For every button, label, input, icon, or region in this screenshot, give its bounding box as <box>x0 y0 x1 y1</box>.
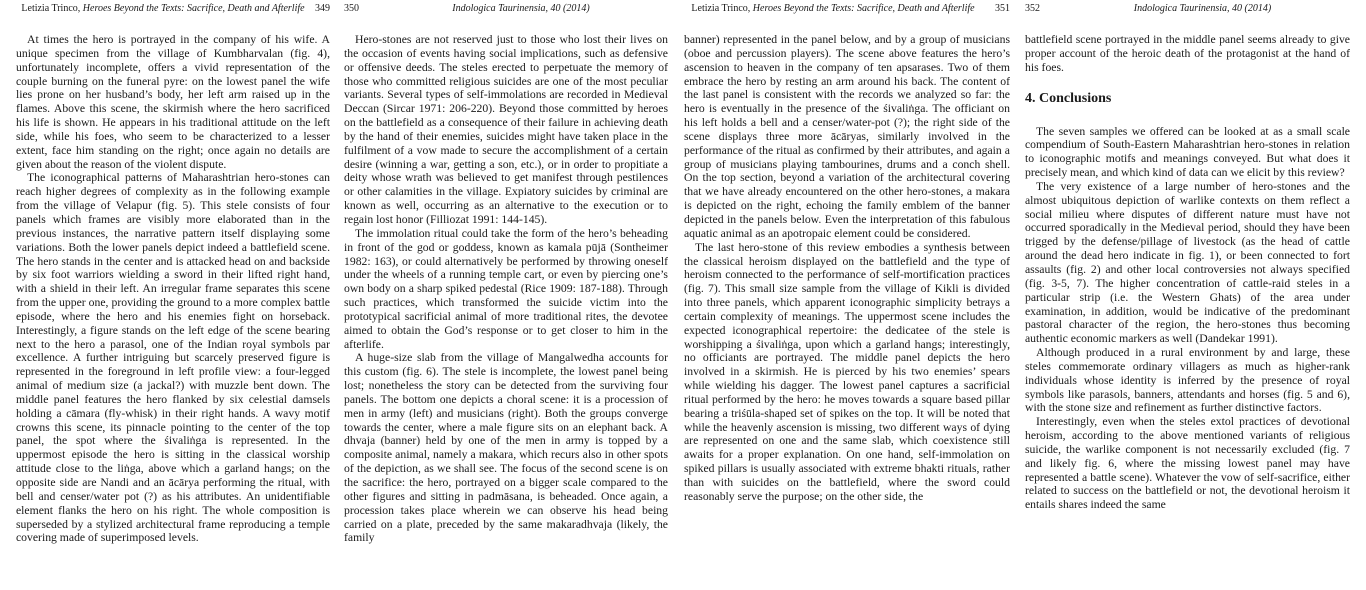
paragraph: At times the hero is portrayed in the company of his wife. A unique specimen from the village of Kumbharvalan (fig. 4), unfortunately incomplete, offers a vivid representation of the couple burning on the funeral pyre: on the lowest panel the wife lies prone on her husband’s body, her left arm raised up in the flames. Above this scene, the skirmish where the hero sacrificed his life is shown. He appears in his traditional attitude on the left side, while his foes, who seem to be characterized to a lesser extent, face him standing on the right; once again no details are given about the reason of the violent dispute. <box>16 33 330 171</box>
page-number: 351 <box>995 3 1010 14</box>
journal-title: Indologica Taurinensia, 40 (2014) <box>1133 3 1272 14</box>
paragraph: The iconographical patterns of Maharashtrian hero-stones can reach higher degrees of complexity as in the following example from the village of Velapur (fig. 5). This stele consists of four panels which frames are visibly more elaborated than in the previous instances, the narrative pattern itself displaying some variations. Both the lower panels depict indeed a battlefield scene. The hero stands in the center and is attacked head on and backside by six foot warriors wielding a sword in their lifted right hand, with a shield in their left. An irregular frame separates this scene from the upper one, providing the ground to a more complex battle episode, where the hero and his enemies fight on horseback. Interestingly, a figure stands on the left edge of the scene bearing next to the hero a parasol, one of the Indian royal symbols par excellence. A further intriguing but scarcely preserved figure is represented in the foreground in left profile view: a four-legged animal of medium size (a jackal?) with muzzle bent down. The middle panel features the hero flanked by six celestial damsels holding a cāmara (fly-whisk) in their right hands. A wavy motif crowns this scene, its pinnacle pointing to the center of the top panel, the spot where the śivaliṅga is represented. In the uppermost episode the hero is sitting in the classical worship attitude close to the liṅga, above which a garland hangs; on the opposite side are Nandi and an ācārya performing the ritual, with bell and censer/water pot (?) as his attributes. An unidentifiable element flanks the hero on his right. The whole composition is superseded by a stylized architectural frame reproducing a temple covering made of superimposed levels. <box>16 171 330 545</box>
page-body <box>684 33 1010 504</box>
page-header <box>1025 2 1350 16</box>
page-number: 350 <box>344 3 359 14</box>
page-body <box>16 33 330 545</box>
paragraph: battlefield scene portrayed in the middle panel seems already to give proper account of the heroic death of the protagonist at the hand of his foes. <box>1025 33 1350 74</box>
page-number: 352 <box>1025 3 1040 14</box>
running-title <box>1055 2 1350 16</box>
journal-title: Indologica Taurinensia, 40 (2014) <box>452 3 590 14</box>
running-title-author: Letizia Trinco, <box>21 3 81 14</box>
paragraph: A huge-size slab from the village of Mangalwedha accounts for this custom (fig. 6). The stele is incomplete, the lowest panel being lost; nonetheless the story can be detected from the surviving four panels. The bottom one depicts a choral scene: it is a procession of men in army (left) and musicians (right). Both the groups converge towards the center, where a male figure sits on an elephant back. A dhvaja (banner) held by one of the men in army is topped by a composite animal, namely a makara, which recurs also in other spots of the depiction, as we shall see. The focus of the second scene is on the sacrifice: the hero, portrayed on a bigger scale compared to the other figures and sitting in padmāsana, is beheaded. Once again, a procession takes place wherein we can observe his head being carried on a plate, preceded by the same makaradhvaja (likely, the family <box>344 351 668 545</box>
paragraph: Hero-stones are not reserved just to those who lost their lives on the occasion of events having social implications, such as defensive or offensive deeds. The steles erected to perpetuate the memory of those who committed religious suicides are one of the most peculiar variants. Several types of self-immolations are recorded in Medieval Deccan (Sircar 1971: 206-220). Beyond those committed by heroes on the battlefield as a consequence of their failure in achieving death by the hand of their enemies, suicides might have taken place in the fulfilment of a vow made to secure the accomplishment of a certain desire (winning a war, getting a son, etc.), or in order to propitiate a deity whose wrath was believed to get manifest through pestilences or other calamities in the village. Expiatory suicides by criminal are known as well, occurring as an alternative to the execution or to regain lost honor (Filliozat 1991: 144-145). <box>344 33 668 226</box>
running-title-work: Heroes Beyond the Texts: Sacrifice, Death and Afterlife <box>752 3 975 14</box>
page-352 <box>1025 0 1350 590</box>
paragraph: The very existence of a large number of hero-stones and the almost ubiquitous depiction of warlike contexts on them reflect a social milieu where disputes of different nature must have not occurred sporadically in the Medieval period, should they have been trigged by the defense/pillage of livestock (as the head of cattle around the dead hero indicate in fig. 1), or been connected to fort assaults (fig. 2) and other local controversies not always specified (fig. 3-5, 7). The higher concentration of cattle-raid steles in a particular strip (i.e. the Western Ghats) of the area under examination, in addition, would be indicative of the predominant pastoral character of the region, the hero-stones thus becoming authentic economic markers as well (Dandekar 1991). <box>1025 179 1350 346</box>
page-header <box>344 2 668 16</box>
running-title <box>16 2 310 16</box>
running-title-author: Letizia Trinco, <box>691 3 751 14</box>
running-title <box>684 2 982 16</box>
page-number: 349 <box>315 3 330 14</box>
page-350 <box>344 0 668 590</box>
paragraph: The immolation ritual could take the form of the hero’s beheading in front of the god or goddess, known as kamala pūjā (Sontheimer 1982: 163), or could alternatively be performed by throwing oneself under the wheels of a running temple cart, or even by piercing one’s own body on a sharp spiked pedestal (Rice 1909: 187-188). Through such practices, which transformed the suicide victim into the prototypical sacrificial animal of more traditional rites, the devotee aimed to obtain the God’s response or to get closer to him in the afterlife. <box>344 226 668 351</box>
paragraph: The seven samples we offered can be looked at as a small scale compendium of South-Eastern Maharashtrian hero-stones in relation to iconographic motifs and meanings conveyed. But what does it precisely mean, and which kind of data can we elicit by this review? <box>1025 124 1350 180</box>
paragraph: Interestingly, even when the steles extol practices of devotional heroism, according to the above mentioned variants of religious suicide, the warlike component is not necessarily excluded (fig. 7 and likely fig. 6, where the missing lowest panel may have represented a battle scene). Whatever the vow of self-sacrifice, either related to success on the battlefield or not, the devotional heroism it entails shares indeed the same <box>1025 415 1350 512</box>
page-349 <box>16 0 330 590</box>
running-title-work: Heroes Beyond the Texts: Sacrifice, Death and Afterlife <box>82 3 305 14</box>
section-heading: 4. Conclusions <box>1025 90 1112 106</box>
page-body <box>344 33 668 545</box>
paragraph: banner) represented in the panel below, and by a group of musicians (oboe and percussion players). The scene above features the hero’s ascension to heaven in the company of ten apsarases. Two of them embrace the hero by resting an arm around his back. The content of the last panel is consistent with the records we analyzed so far: the hero is eventually in the presence of the śivaliṅga. The officiant on his left holds a bell and a censer/water-pot (?); the right side of the scene displays three more ācāryas, similarly involved in the performance of the ritual as confirmed by their attributes, and again a group of musicians playing tambourines, drums and a conch shell. On the top section, beyond a variation of the architectural covering that we have already encountered on the other hero-stones, a makara is depicted on the right, echoing the family emblem of the banner depicted in the panels below. Even the interpretation of this fabulous aquatic animal as an apotropaic element could be considered. <box>684 33 1010 240</box>
page-351 <box>684 0 1010 590</box>
page-body <box>1025 33 1350 512</box>
paragraph: Although produced in a rural environment by and large, these steles commemorate ordinary villagers as much as higher-rank individuals whose identity is inferred by the presence of royal symbols like parasols, banners, attendants and horses (fig. 5 and 6), with the stone size and refinement as further distinctive factors. <box>1025 346 1350 415</box>
running-title <box>374 2 668 16</box>
paragraph: The last hero-stone of this review embodies a synthesis between the classical heroism displayed on the battlefield and the type of heroism connected to the performance of self-mortification practices (fig. 7). This small size sample from the village of Kikli is divided into three panels, which apparent iconographic simplicity betrays a certain complexity of meanings. The uppermost scene includes the expected iconographical repertoire: the dedicatee of the stele is worshipping a śivaliṅga, upon which a garland hangs; interestingly, no officiants are portrayed. The middle panel depicts the hero involved in a skirmish. He is pierced by his two enemies’ spears while wielding his dagger. The lowest panel captures a sacrificial ritual performed by the hero: he moves towards a square based pillar bearing a triśūla-shaped set of spikes on the top. It will be noted that while the heavenly ascension is missing, two different ways of dying are represented on one and the same slab, which coexistence still awaits for a proper explanation. On one hand, self-immolation on spiked pillars is usually associated with extreme bhakti rituals, rather than with suicides on the battlefield, where the sword could reasonably serve the purpose; on the other side, the <box>684 240 1010 503</box>
page-header <box>684 2 1010 16</box>
page-header <box>16 2 330 16</box>
